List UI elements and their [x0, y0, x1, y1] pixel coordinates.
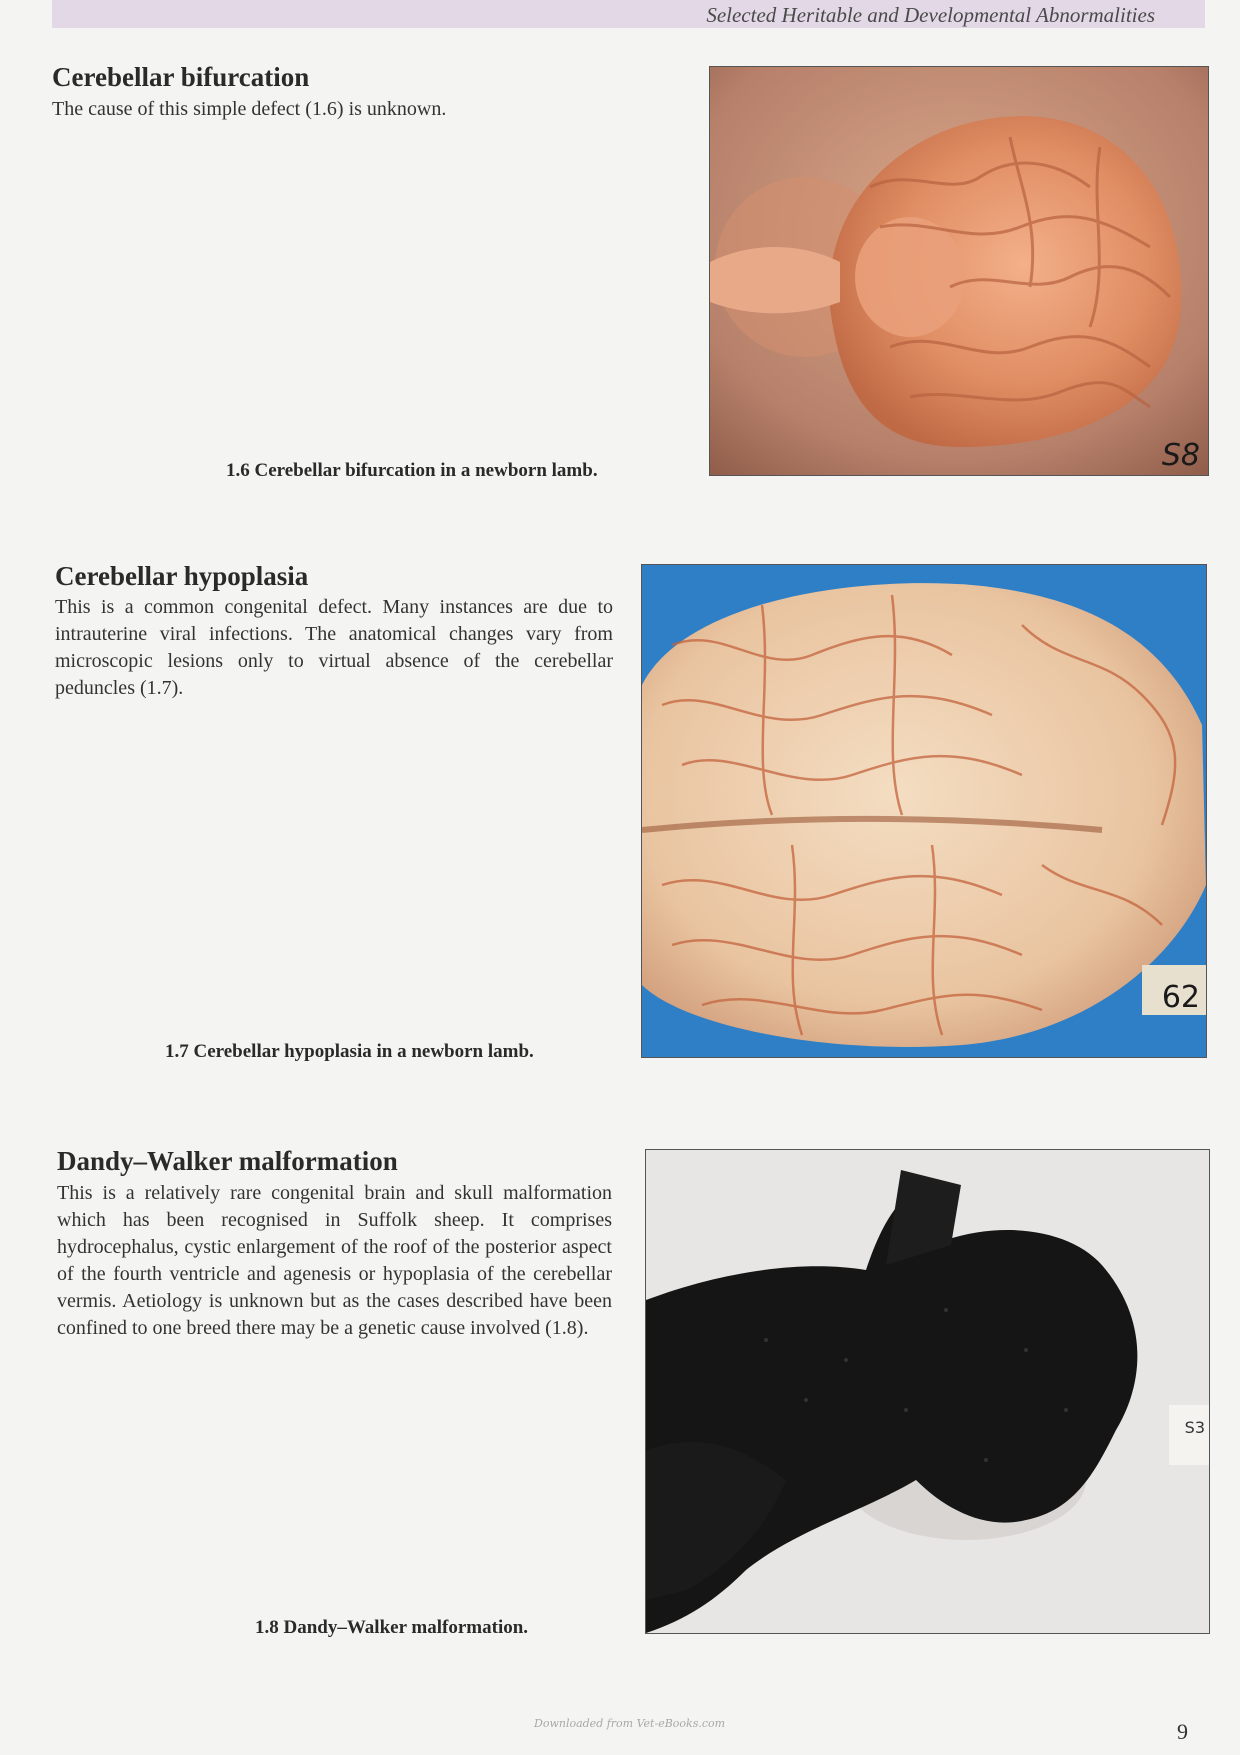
- section-title-cerebellar-hypoplasia: Cerebellar hypoplasia: [55, 561, 309, 591]
- section-body-cerebellar-hypoplasia: This is a common congenital defect. Many instances are due to intrauterine viral infections. The anatomical changes vary from microscopic lesions only to virtual absence of the cerebellar peduncles (1.7).: [55, 596, 613, 699]
- caption-1-6: 1.6 Cerebellar bifurcation in a newborn lamb.: [226, 460, 598, 481]
- figure-1-8-image: [645, 1149, 1210, 1634]
- figure-1-6-image: [709, 66, 1209, 476]
- running-head: Selected Heritable and Developmental Abnormalities: [706, 3, 1155, 27]
- brain-photo-bifurcation: [710, 67, 1208, 475]
- figure-1-7-label: 62: [1161, 980, 1200, 1015]
- page-number: 9: [1177, 1719, 1188, 1744]
- figure-1-8-label: S3: [1184, 1418, 1205, 1437]
- caption-1-7: 1.7 Cerebellar hypoplasia in a newborn lamb.: [165, 1041, 534, 1062]
- figure-1-6-label: S8: [1161, 438, 1200, 473]
- specimen-photo-dandy-walker: [646, 1150, 1209, 1633]
- section-title-dandy-walker: Dandy–Walker malformation: [57, 1146, 398, 1176]
- brain-photo-hypoplasia: [642, 565, 1206, 1057]
- figure-1-7-image: [641, 564, 1207, 1058]
- section-body-cerebellar-bifurcation: The cause of this simple defect (1.6) is unknown.: [52, 98, 447, 120]
- section-title-cerebellar-bifurcation: Cerebellar bifurcation: [52, 62, 310, 92]
- header-band: [52, 0, 1205, 28]
- source-watermark: Downloaded from Vet-eBooks.com: [534, 1717, 726, 1730]
- section-body-dandy-walker: This is a relatively rare congenital brain and skull malformation which has been recognised in Suffolk sheep. It comprises hydrocephalus, cystic enlargement of the roof of the posterior aspect of the fourth ventricle and agenesis or hypoplasia of the cerebellar vermis. Aetiology is unknown but as the cases described have been confined to one breed there may be a genetic cause involved (1.8).: [57, 1182, 612, 1339]
- caption-1-8: 1.8 Dandy–Walker malformation.: [255, 1617, 529, 1638]
